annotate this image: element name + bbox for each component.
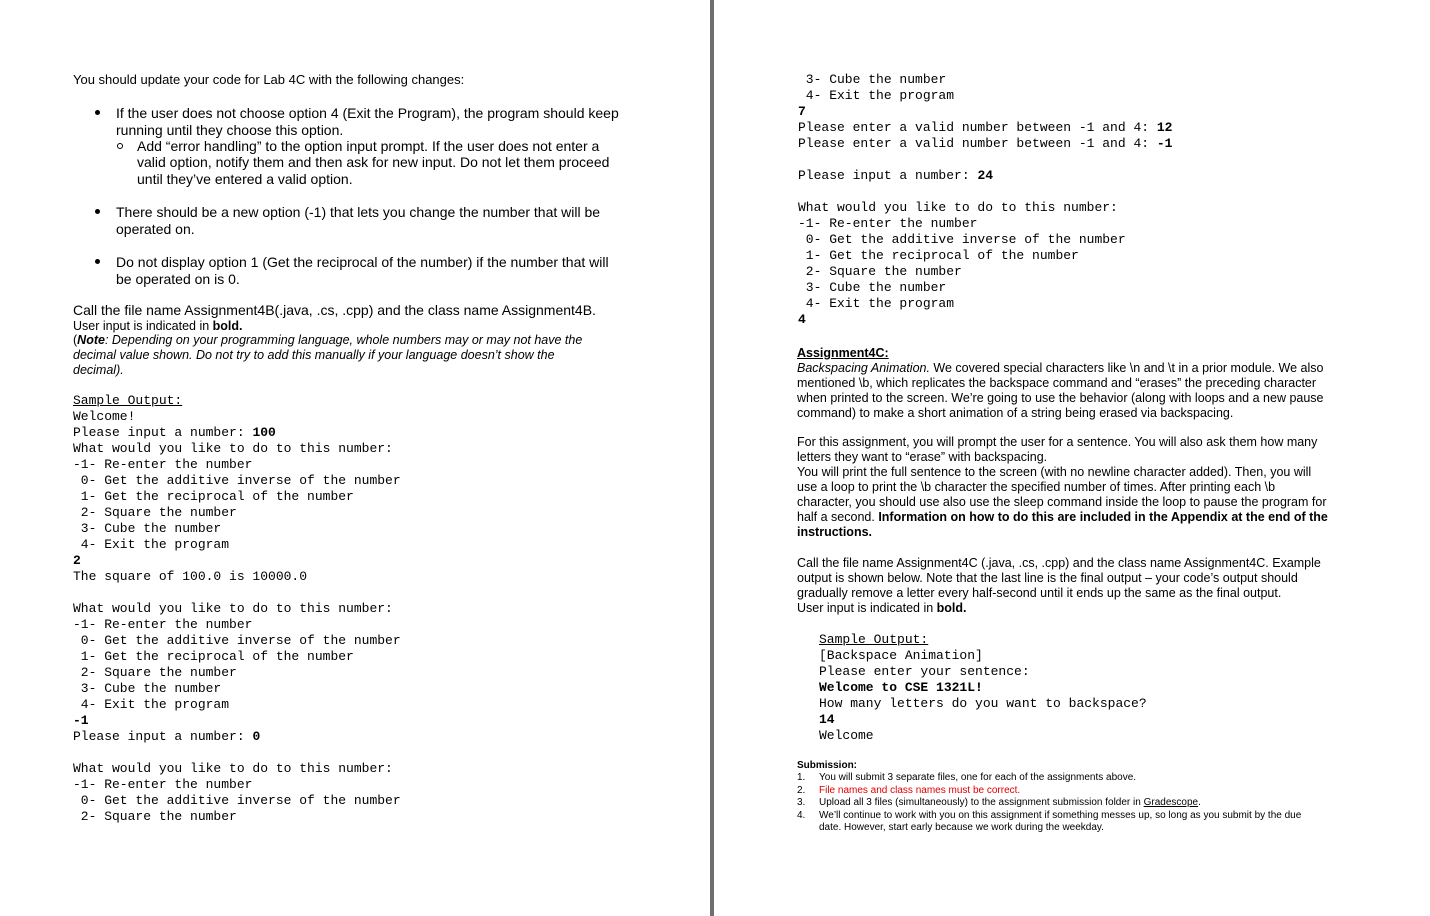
right-page bbox=[714, 0, 1430, 916]
intro-text: You should update your code for Lab 4C with the following changes: bbox=[73, 72, 465, 87]
bullet-dot bbox=[95, 209, 100, 214]
sub-bullet-circle bbox=[117, 143, 123, 149]
submission-title: Submission: bbox=[797, 760, 858, 771]
bullet1-line1: If the user does not choose option 4 (Exit the Program), the program should keep bbox=[116, 105, 619, 121]
sub1-line2: valid option, notify them and then ask for new input. Do not let them proceed bbox=[137, 154, 610, 170]
gradescope-link[interactable]: Gradescope bbox=[1143, 797, 1199, 808]
bullet3-line1: Do not display option 1 (Get the reciprocal of the number) if the number that will bbox=[116, 254, 609, 270]
sub1-line3: until they’ve entered a valid option. bbox=[137, 171, 353, 187]
bullet1-line2: running until they choose this option. bbox=[116, 122, 344, 138]
assignment4c-section: Assignment4C: Backspacing Animation. We covered special characters like \n and \t in a prior module. We also mentioned \b, which replicates the backspace command and “erases” the preceding character when printed to the screen. We’re going to use the behavior (along with loops and a new pause command) to make a short animation of a string being erased via backspacing. For this assignment, you will prompt the user for a sentence. You will also ask them how many letters they want to “erase” with backspacing. You will print the full sentence to the screen (with no newline character added). Then, you will use a loop to print the \b character the specified number of times. After printing each \b character, you should use also use the sleep command inside the loop to pause the program for half a second. Information on how to do this are included in the Appendix at the end of the instructions. Call the file name Assignment4C (.java, .cs, .cpp) and the class name Assignment4C. Example output is shown below. Note that the last line is the final output – your code’s output should gradually remove a letter every half-second until it ends up the same as the final output. User input is indicated in bold. bbox=[797, 346, 1328, 615]
bullet2-line2: operated on. bbox=[116, 221, 195, 237]
bullet3-line2: be operated on is 0. bbox=[116, 271, 240, 287]
submission-list: 1. You will submit 3 separate files, one for each of the assignments above. 2. File names and class names must be correct. 3. Upload all 3 files (simultaneously) to the assignment submission folder in Gradescope. 4. We’ll continue to work with you on this assignment if something messes up, so long as you submit by the due date. However, start early because we work during the weekday. bbox=[797, 772, 1302, 833]
sample-output-continued: 3- Cube the number 4- Exit the program 7 Please enter a valid number between -1 and 4: 12 Please enter a valid number between -1 and 4: -1 Please input a number: 24 What would you like to do to this number: -1- Re-enter the number 0- Get the additive inverse of the number 1- Get the reciprocal of the number 2- Square the number 3- Cube the number 4- Exit the program 4 bbox=[798, 72, 1173, 327]
backspace-sample-output: Sample Output: [Backspace Animation] Please enter your sentence: Welcome to CSE 1321L! How many letters do you want to backspace? 14 Welcome bbox=[819, 632, 1147, 743]
bullet2-line1: There should be a new option (-1) that lets you change the number that will be bbox=[116, 204, 601, 220]
bullet-dot bbox=[95, 259, 100, 264]
user-input-note: User input is indicated in bold. bbox=[73, 319, 243, 333]
sample-output-block: Sample Output: Welcome! Please input a number: 100 What would you like to do to this number: -1- Re-enter the number 0- Get the additive inverse of the number 1- Get the reciprocal of the number 2- Square the number 3- Cube the number 4- Exit the program 2 The square of 100.0 is 10000.0 What would you like to do to this number: -1- Re-enter the number 0- Get the additive inverse of the number 1- Get the reciprocal of the number 2- Square the number 3- Cube the number 4- Exit the program -1 Please input a number: 0 What would you like to do to this number: -1- Re-enter the number 0- Get the additive inverse of the number 2- Square the number bbox=[73, 393, 401, 824]
callfile-text: Call the file name Assignment4B(.java, .cs, .cpp) and the class name Assignment4B. bbox=[73, 302, 596, 318]
sub1-line1: Add “error handling” to the option input prompt. If the user does not enter a bbox=[137, 138, 600, 154]
language-note: (Note: Depending on your programming language, whole numbers may or may not have the decimal value shown. Do not try to add this manually if your language doesn’t show the decimal). bbox=[73, 333, 583, 377]
bullet-dot bbox=[95, 110, 100, 115]
left-page bbox=[0, 0, 710, 916]
